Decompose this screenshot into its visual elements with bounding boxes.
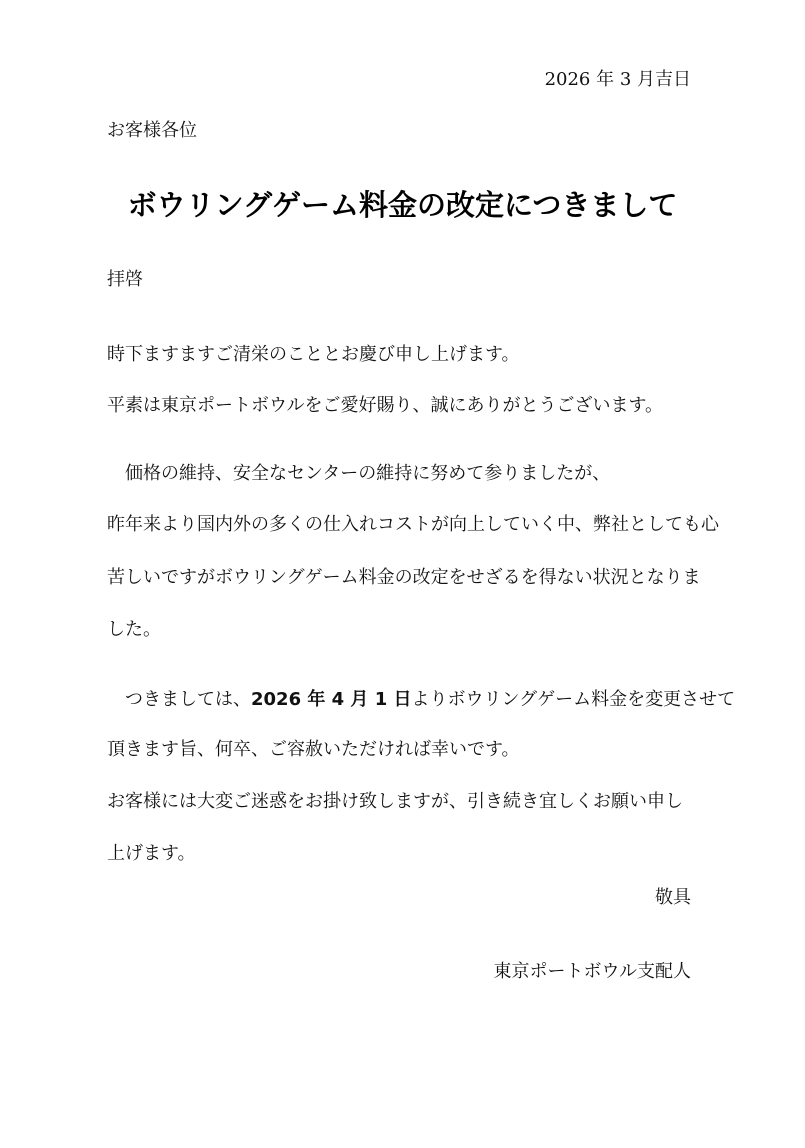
- body-line-2: 昨年来より国内外の多くの仕入れコストが向上していく中、弊社としても心: [107, 514, 719, 535]
- addressee: お客様各位: [107, 120, 197, 141]
- notice-line-2: 頂きます旨、何卒、ご容赦いただければ幸いです。: [107, 739, 520, 760]
- signature: 東京ポートボウル支配人: [493, 961, 691, 982]
- notice-line-3: お客様には大変ご迷惑をお掛け致しますが、引き続き宜しくお願い申し: [107, 791, 683, 812]
- closing: 敬具: [655, 887, 691, 908]
- body-line-1: 価格の維持、安全なセンターの維持に努めて参りましたが、: [107, 463, 611, 484]
- letter-date: 2026 年 3 月吉日: [544, 69, 691, 90]
- notice-line-1: [107, 688, 735, 712]
- effective-date: 2026 年 4 月 1 日: [251, 689, 412, 710]
- greeting-line-1: 時下ますますご清栄のこととお慶び申し上げます。: [107, 344, 520, 365]
- greeting-line-2: 平素は東京ポートボウルをご愛好賜り、誠にありがとうございます。: [107, 395, 664, 416]
- notice-lead: つきましては、: [107, 689, 251, 710]
- notice-line-4: 上げます。: [107, 843, 196, 864]
- body-line-4: した。: [107, 619, 161, 640]
- letter-title: ボウリングゲーム料金の改定につきまして: [127, 188, 678, 222]
- body-line-3: 苦しいですがボウリングゲーム料金の改定をせざるを得ない状況となりま: [107, 567, 701, 588]
- salutation: 拝啓: [107, 269, 143, 290]
- notice-tail: よりボウリングゲーム料金を変更させて: [411, 689, 736, 710]
